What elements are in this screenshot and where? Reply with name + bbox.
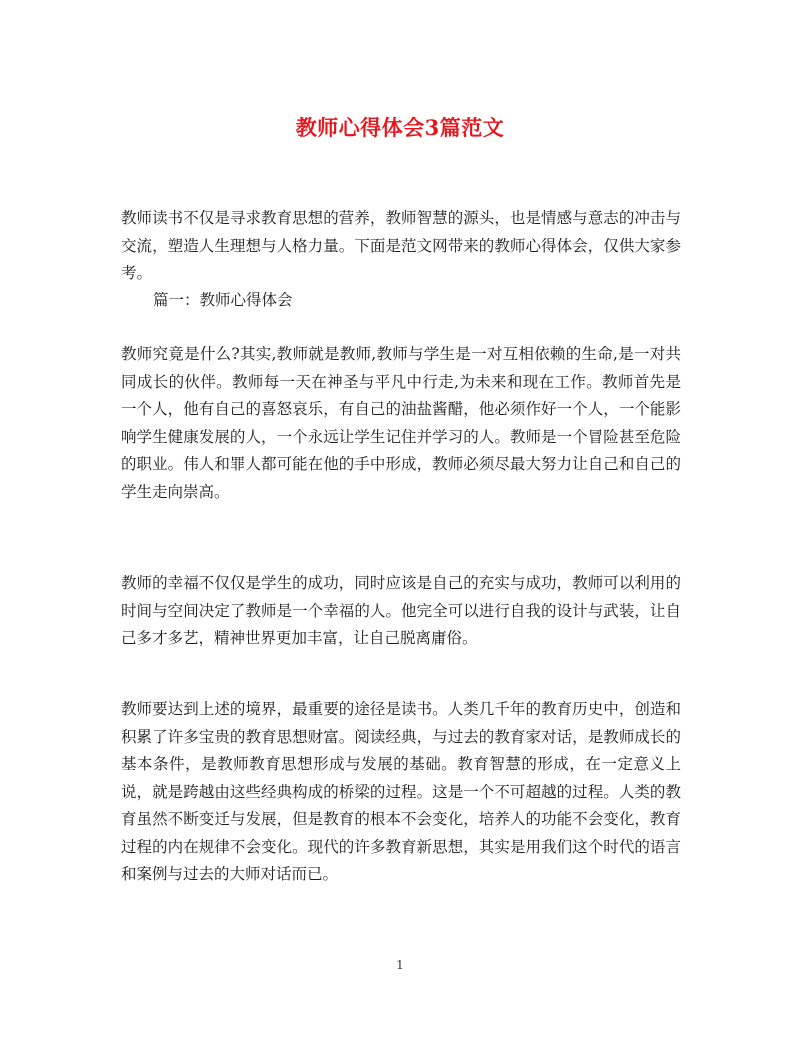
body-paragraph-2: 教师的幸福不仅仅是学生的成功，同时应该是自己的充实与成功，教师可以利用的时间与空间决定了教师是一个幸福的人。他完全可以进行自我的设计与武装，让自己多才多艺，精神世界更加丰富，让自己脱离庸俗。 — [121, 574, 681, 647]
document-title: 教师心得体会3篇范文 — [295, 115, 505, 140]
body-paragraph-3: 教师要达到上述的境界，最重要的途径是读书。人类几千年的教育历史中，创造和积累了许多宝贵的教育思想财富。阅读经典，与过去的教育家对话，是教师成长的基本条件，是教师教育思想形成与发展的基础。教育智慧的形成，在一定意义上说，就是跨越由这些经典构成的桥梁的过程。这是一个不可超越的过程。人类的教育虽然不断变迁与发展，但是教育的根本不会变化，培养人的功能不会变化，教育过程的内在规律不会变化。现代的许多教育新思想，其实是用我们这个时代的语言和案例与过去的大师对话而已。 — [121, 700, 681, 883]
intro-paragraph: 教师读书不仅是寻求教育思想的营养，教师智慧的源头，也是情感与意志的冲击与交流，塑造人生理想与人格力量。下面是范文网带来的教师心得体会，仅供大家参考。 — [121, 209, 681, 282]
section-heading: 篇一：教师心得体会 — [153, 291, 293, 309]
page-number: 1 — [396, 958, 404, 972]
body-paragraph-1: 教师究竟是什么?其实,教师就是教师,教师与学生是一对互相依赖的生命,是一对共同成长的伙伴。教师每一天在神圣与平凡中行走,为未来和现在工作。教师首先是一个人，他有自己的喜怒哀乐，有自己的油盐酱醋，他必须作好一个人，一个能影响学生健康发展的人，一个永远让学生记住并学习的人。教师是一个冒险甚至危险的职业。伟人和罪人都可能在他的手中形成，教师必须尽最大努力让自己和自己的学生走向崇高。 — [121, 345, 681, 501]
